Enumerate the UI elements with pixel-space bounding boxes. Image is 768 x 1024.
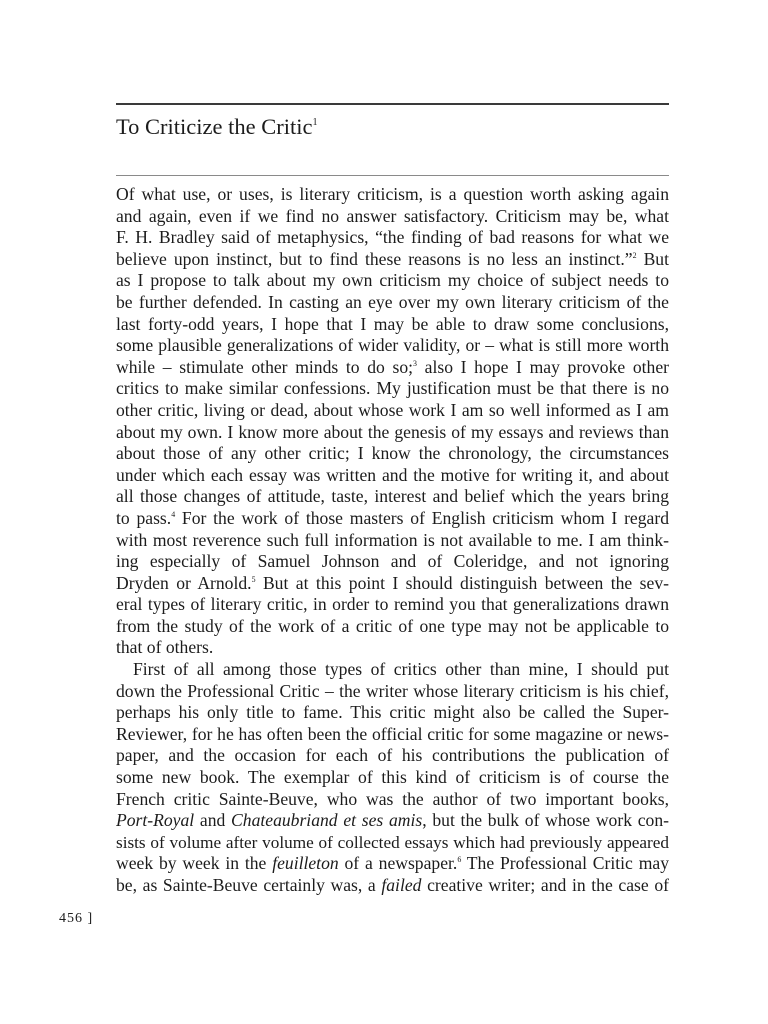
line-text: be, as Sainte-Beuve certainly was, a: [116, 875, 382, 895]
line-text: The Professional Critic may: [461, 853, 669, 874]
line-text: paper, and the occasion for each of his contributions the publication of: [116, 745, 669, 766]
line-text: other critic, living or dead, about whose work I am so well informed as I am: [116, 399, 669, 420]
line-text: , but the bulk of whose work con-: [422, 810, 669, 831]
line-text: Dryden or Arnold.: [116, 572, 252, 593]
body-line: [116, 422, 669, 444]
body-line: [116, 767, 669, 789]
italic-title: Port-Royal: [116, 810, 195, 831]
body-line: [116, 465, 669, 487]
line-text: believe upon instinct, but to find these reasons is no less an instinct.”: [116, 248, 633, 269]
body-line: [116, 745, 669, 767]
line-text: that of others.: [116, 637, 214, 658]
body-line: [116, 875, 669, 897]
line-text: about those of any other critic; I know the chronology, the circumstances: [116, 443, 669, 464]
footnote-ref: 3: [413, 358, 417, 368]
footnote-ref: 5: [251, 574, 256, 584]
body-line: [116, 292, 669, 314]
chapter-title: [116, 113, 318, 141]
line-text: all those changes of attitude, taste, interest and belief which the years bring: [116, 486, 669, 507]
line-text: down the Professional Critic – the writer whose literary criticism is his chief,: [116, 680, 669, 701]
line-text: critics to make similar confessions. My justification must be that there is no: [116, 378, 669, 399]
italic-term: failed: [381, 875, 422, 895]
line-text: under which each essay was written and the motive for writing it, and about: [116, 464, 669, 485]
body-line: [116, 702, 669, 724]
line-text: some new book. The exemplar of this kind of criticism is of course the: [116, 767, 669, 788]
line-text: F. H. Bradley said of metaphysics, “the finding of bad reasons for what we: [116, 227, 669, 248]
body-line: [116, 400, 669, 422]
footnote-ref: 4: [171, 509, 176, 519]
body-line: [116, 810, 669, 832]
title-rule: [116, 175, 669, 176]
line-text: ing especially of Samuel Johnson and of Coleridge, and not ignoring: [116, 551, 669, 572]
body-line: [116, 853, 669, 875]
line-text: perhaps his only title to fame. This critic might also be called the Super-: [116, 702, 669, 723]
body-text: [116, 184, 669, 897]
line-text: creative writer; and in the case of: [421, 875, 669, 895]
body-line: [116, 659, 669, 681]
body-line: [116, 206, 669, 228]
body-line: [116, 378, 669, 400]
body-line: [116, 227, 669, 249]
line-text: of a newspaper.: [338, 853, 458, 874]
line-text: and again, even if we find no answer satisfactory. Criticism may be, what: [116, 205, 669, 226]
line-text: Of what use, or uses, is literary criticism, is a question worth asking again: [116, 184, 669, 204]
line-text: and: [194, 810, 232, 831]
top-rule: [116, 103, 669, 105]
line-text: as I propose to talk about my own criticism my choice of subject needs to: [116, 270, 669, 291]
line-text: with most reverence such full information is not available to me. I am think-: [116, 529, 669, 550]
body-line: [116, 789, 669, 811]
body-line: [116, 270, 669, 292]
body-line: [116, 486, 669, 508]
body-line: [116, 249, 669, 271]
body-line: [116, 681, 669, 703]
line-text: French critic Sainte-Beuve, who was the author of two important books,: [116, 788, 669, 809]
title-note-ref: 1: [312, 116, 318, 128]
body-line: [116, 184, 669, 206]
body-line: [116, 616, 669, 638]
italic-title: Chateaubriand et ses amis: [231, 810, 423, 831]
chapter-title-text: To Criticize the Critic: [116, 114, 313, 139]
body-line: [116, 551, 669, 573]
body-line: [116, 357, 669, 379]
line-text: be further defended. In casting an eye over my own literary criticism of the: [116, 291, 669, 312]
body-line: [116, 335, 669, 357]
footnote-ref: 6: [457, 855, 462, 865]
body-line: [116, 724, 669, 746]
line-text: to pass.: [116, 507, 172, 528]
footnote-ref: 2: [632, 250, 637, 260]
line-text: eral types of literary critic, in order to remind you that generalizations drawn: [116, 594, 669, 615]
line-text: about my own. I know more about the genesis of my essays and reviews than: [116, 421, 669, 442]
line-text: But at this point I should distinguish between the sev-: [255, 572, 669, 593]
line-text: last forty-odd years, I hope that I may be able to draw some conclusions,: [116, 313, 669, 334]
line-text: while – stimulate other minds to do so;: [116, 356, 414, 377]
body-line: [116, 832, 669, 854]
body-line: [116, 637, 669, 659]
italic-term: feuilleton: [272, 853, 339, 874]
line-text: But: [636, 248, 669, 269]
body-line: [116, 594, 669, 616]
line-text: also I hope I may provoke other: [416, 356, 669, 377]
page-number: 456 ]: [59, 911, 94, 926]
line-text: sists of volume after volume of collected essays which had previously appeared: [116, 832, 669, 852]
line-text: Reviewer, for he has often been the official critic for some magazine or news-: [116, 723, 669, 744]
line-text: week by week in the: [116, 853, 273, 874]
line-text: from the study of the work of a critic of one type may not be applicable to: [116, 615, 669, 636]
line-text: some plausible generalizations of wider validity, or – what is still more worth: [116, 335, 669, 356]
body-line: [116, 314, 669, 336]
line-text: First of all among those types of critics other than mine, I should put: [133, 659, 669, 680]
body-line: [116, 443, 669, 465]
line-text: For the work of those masters of English criticism whom I regard: [175, 507, 669, 528]
body-line: [116, 530, 669, 552]
body-line: [116, 573, 669, 595]
body-line: [116, 508, 669, 530]
